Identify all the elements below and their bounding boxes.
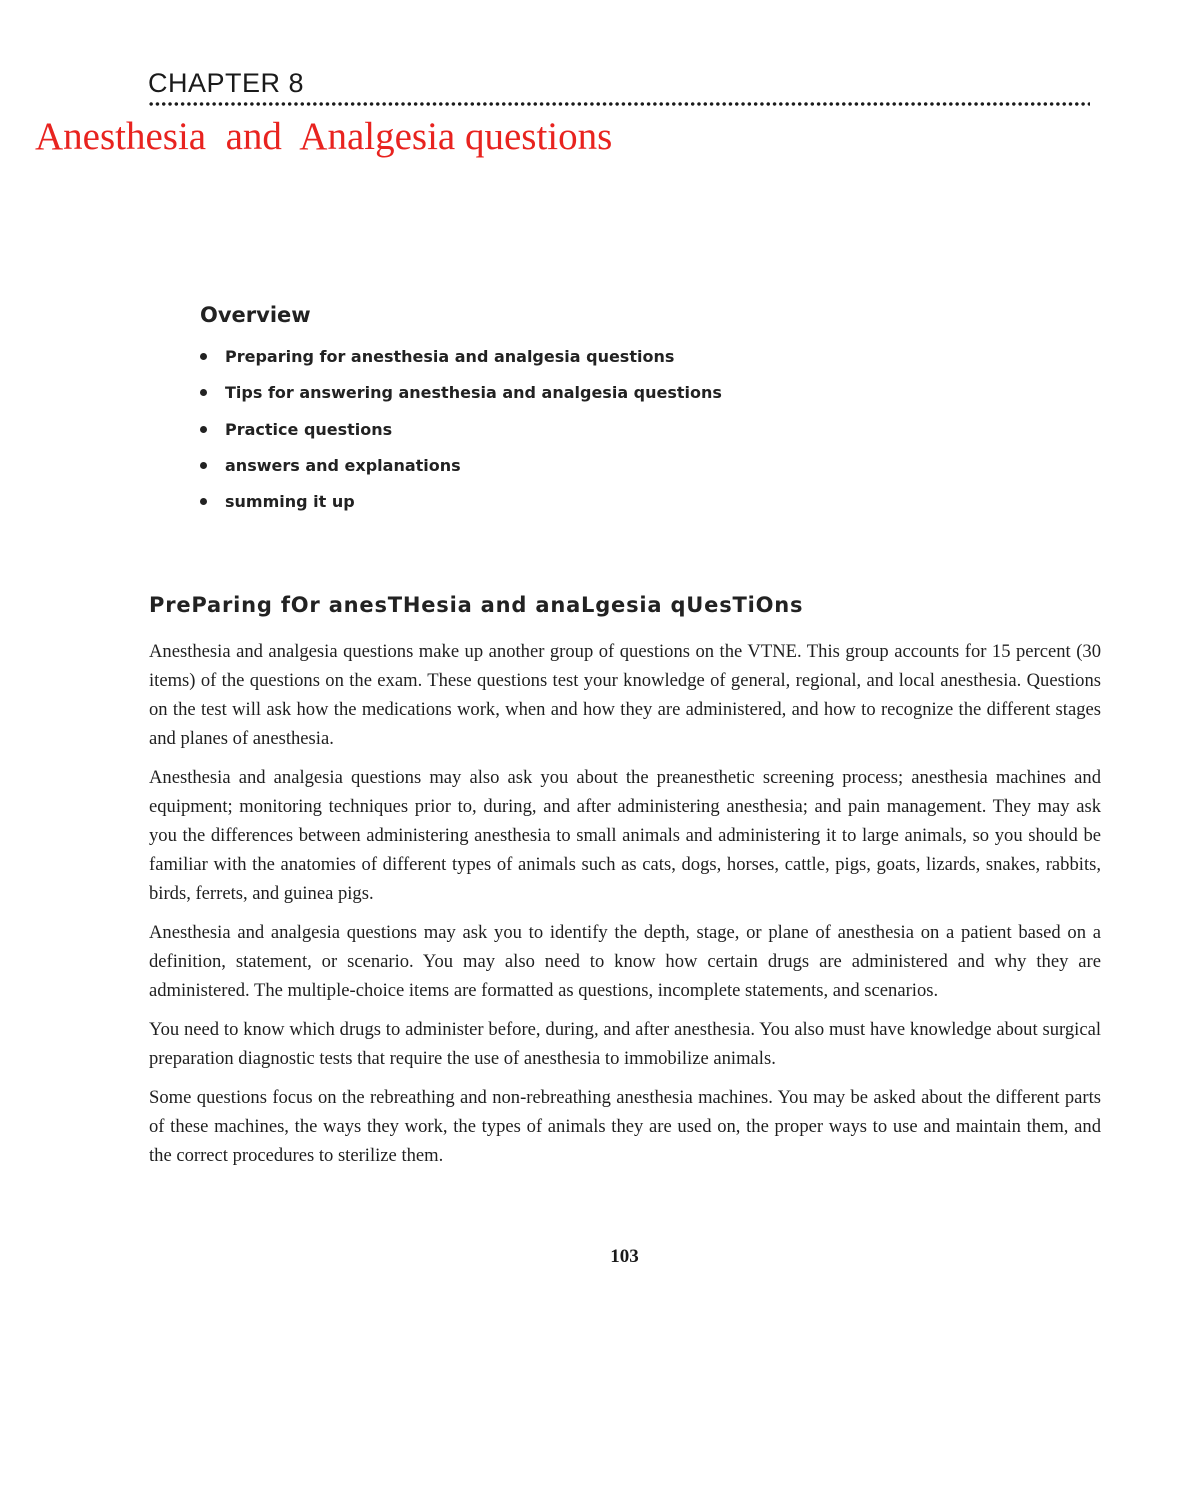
page-number: 103	[610, 1246, 639, 1267]
overview-item	[200, 452, 722, 488]
overview-item-label: Practice questions	[225, 419, 393, 439]
overview-item-label: summing it up	[225, 492, 355, 512]
bullet-icon	[200, 353, 207, 360]
overview-item	[200, 416, 722, 452]
overview-item	[200, 343, 722, 379]
overview-item	[200, 379, 722, 415]
section-heading: PreParing fOr anesTHesia and anaLgesia qUesTiOns	[149, 593, 804, 617]
dotted-divider	[148, 100, 1090, 108]
overview-list	[200, 343, 722, 524]
overview-item-label: Tips for answering anesthesia and analgesia questions	[225, 383, 722, 403]
overview-item-label: answers and explanations	[225, 455, 461, 475]
overview-heading: Overview	[200, 303, 311, 327]
paragraph: Anesthesia and analgesia questions may ask you to identify the depth, stage, or plane of anesthesia on a patient based on a definition, statement, or scenario. You may also need to know how certain drugs are administered and why they are administered. The multiple-choice items are formatted as questions, incomplete statements, and scenarios.	[149, 922, 1101, 1001]
paragraph: Anesthesia and analgesia questions make up another group of questions on the VTNE. This group accounts for 15 percent (30 items) of the questions on the exam. These questions test your knowledge of general, regional, and local anesthesia. Questions on the test will ask how the medications work, when and how they are administered, and how to recognize the different stages and planes of anesthesia.	[149, 641, 1101, 749]
overview-item	[200, 488, 722, 524]
bullet-icon	[200, 498, 207, 505]
bullet-icon	[200, 426, 207, 433]
paragraph: Some questions focus on the rebreathing and non-rebreathing anesthesia machines. You may be asked about the different parts of these machines, the ways they work, the types of animals they are used on, the proper ways to use and maintain them, and the correct procedures to sterilize them.	[149, 1087, 1101, 1166]
chapter-title: Anesthesia and Analgesia questions	[35, 115, 613, 158]
paragraph: Anesthesia and analgesia questions may also ask you about the preanesthetic screening process; anesthesia machines and equipment; monitoring techniques prior to, during, and after administering anesthesia; and pain management. They may ask you the differences between administering anesthesia to small animals and administering it to large animals, so you should be familiar with the anatomies of different types of animals such as cats, dogs, horses, cattle, pigs, goats, lizards, snakes, rabbits, birds, ferrets, and guinea pigs.	[149, 767, 1101, 904]
overview-item-label: Preparing for anesthesia and analgesia questions	[225, 347, 675, 366]
body-text	[149, 637, 1101, 1180]
paragraph: You need to know which drugs to administer before, during, and after anesthesia. You also must have knowledge about surgical preparation diagnostic tests that require the use of anesthesia to immobilize animals.	[149, 1019, 1101, 1069]
bullet-icon	[200, 462, 207, 469]
bullet-icon	[200, 389, 207, 396]
chapter-label: CHAPTER 8	[148, 68, 305, 98]
